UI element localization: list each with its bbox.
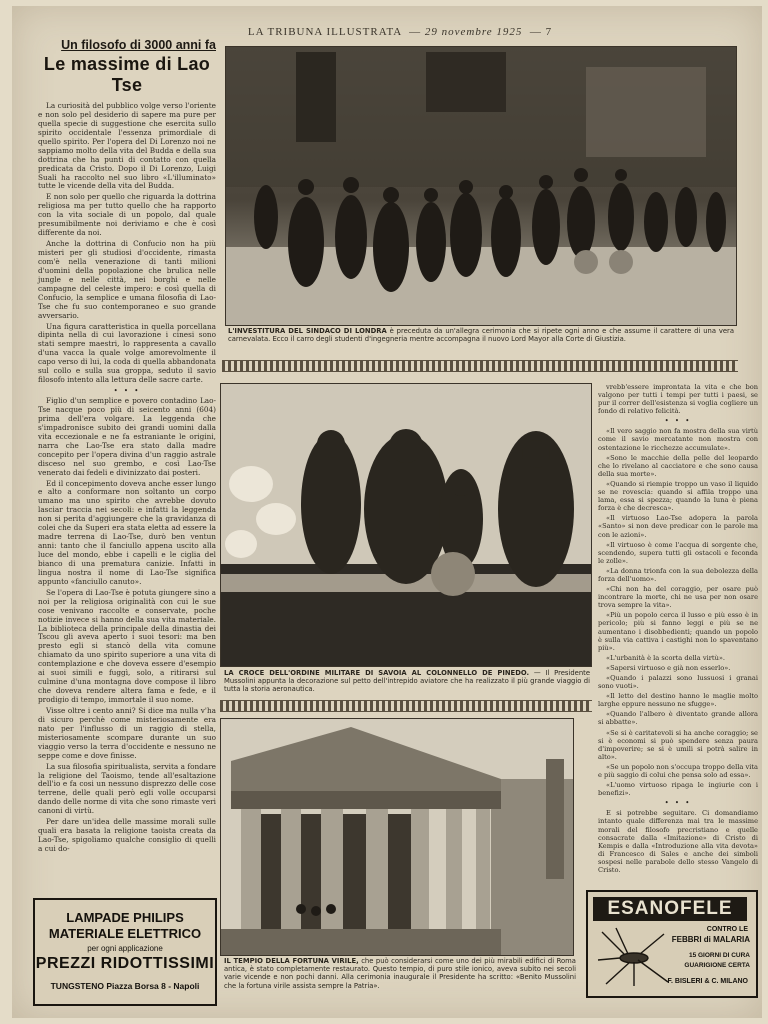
- maxim-paragraph: «L'urbanità è la scorta della virtù».: [606, 653, 726, 662]
- article-paragraph: Ed il concepimento doveva anche esser lungo e alto a conformare non soltanto un corpo umano ma uno spirito che avrebbe dovuto lasciar traccia nei secoli: e infatti la leggenda non si perita d'aggiungere che la gravidanza di colei che da Superi era stata eletta ad essere la madre terrena di Lao-Tse, durò ben ventun anni: tanto che il fanciullo appena uscito alla luce del mondo, ebbe i capelli e le ciglia del bianco di una prematura canizie. Infatti in lingua nostra il nome di Lao-Tse significa appunto «fanciullo canuto».: [38, 478, 216, 586]
- photo-pinedo-decoration: [220, 383, 592, 667]
- maxim-paragraph: «Quando si riempie troppo un vaso il liquido se ne rovescia: quando si affila troppo una lama, essa si spezza; quando la luna è piena forza è che decresca».: [598, 479, 758, 513]
- caption-text: — Il Presidente Mussolini appunta la decorazione sul petto dell'intrepido aviatore che ha realizzato il più grande viaggio di tutta la storia aeronautica.: [224, 669, 591, 694]
- ad-esanofele-line: F. BISLERI & C. MILANO: [667, 978, 748, 985]
- caption-text: è preceduta da un'allegra cerimonia che si ripete ogni anno e che assume il carattere di una vera carnevalata. Ecco il carro degli studenti d'ingegneria mentre accompagna il nuovo Lord Mayor alla Corte di Giustizia.: [228, 327, 734, 344]
- maxim-paragraph: «Quando l'albero è diventato grande allora si abbatte».: [598, 710, 758, 727]
- ornamental-divider: [220, 700, 592, 712]
- page-header: LA TRIBUNA ILLUSTRATA — 29 novembre 1925 — 7: [247, 26, 553, 38]
- page-number: — 7: [529, 26, 553, 38]
- maxim-paragraph: «Se un popolo non s'occupa troppo della vita e più saggio di colui che pensa solo ad essa».: [598, 762, 758, 780]
- ad-philips: [33, 898, 217, 1006]
- article-kicker: Un filosofo di 3000 anni fa: [61, 38, 216, 52]
- ad-esanofele-line: 15 GIORNI DI CURA: [688, 952, 750, 959]
- maxim-paragraph: «Se si è caritatevoli si ha anche coraggio; se si è economi si può spendere senza paura d'impoverire; se si è umili si potrà salire in alto».: [598, 728, 758, 761]
- caption-heading: LA CROCE DELL'ORDINE MILITARE DI SAVOIA AL COLONNELLO DE PINEDO.: [224, 669, 530, 677]
- article-paragraph: Se l'opera di Lao-Tse è potuta giungere sino a noi per la religiosa originalità con cui le sue cose venivano raccolte e conservate, poche notizie invece si hanno della sua vita materiale. La biblioteca della principale della dinastia dei Tscou gli aveva aperto i suoi tesori: ma ben presto egli si stancò della vita comune chiamato da uno spirito superiore a una vita di contemplazione e che doveva essere d'esempio ai suoi simili e fuggì, solo, a ritirarsi sul culmine d'una montagna dove compose il libro che doveva rendere altera fama e fede, e il prodigio di tempo, immortale il suo nome.: [38, 587, 216, 704]
- section-separator: • • •: [664, 799, 692, 808]
- ad-esanofele-line: FEBBRI di MALARIA: [671, 935, 750, 944]
- ad-esanofele-brand: ESANOFELE: [593, 897, 747, 921]
- maxim-paragraph: «Il virtuoso è come l'acqua di sorgente che, scendendo, supera tutti gli ostacoli e feconda le zolle».: [598, 540, 758, 565]
- maxim-paragraph: «Il virtuoso Lao-Tse adopera la parola «Santo» si non deve predicar con le parole ma con le azioni».: [598, 514, 758, 539]
- ornamental-divider: [222, 360, 738, 372]
- ad-esanofele: [586, 890, 758, 998]
- maxim-paragraph: «L'uomo virtuoso ripaga le ingiurie con i benefizi».: [598, 781, 758, 798]
- photo-temple-caption: [224, 957, 576, 990]
- masthead: LA TRIBUNA ILLUSTRATA: [247, 26, 402, 38]
- maxim-paragraph: «Quando i palazzi sono lussuosi i granai sono vuoti».: [598, 674, 758, 691]
- maxim-paragraph: «Il vero saggio non fa mostra della sua virtù come il savio mercatante non mostra con ostentazione le ricchezze accumulate».: [598, 427, 758, 452]
- section-separator: • • •: [664, 417, 692, 426]
- ad-philips-line: LAMPADE PHILIPS: [66, 910, 184, 925]
- maxim-paragraph: E si potrebbe seguitare. Ci domandiamo intanto quale differenza mai tra le massime morali del filosofo precristiano e quelle consacrate dalla «Imitazione» di Cristo di Kempis e dalla «Introduzione alla vita devota» di Francesco di Sales e anche dei simboli sospesi nelle parabole dello stesso Vangelo di Cristo.: [598, 809, 758, 874]
- issue-date: 29 novembre 1925: [424, 26, 523, 38]
- mosquito-icon: [594, 924, 674, 988]
- article-paragraph: Anche la dottrina di Confucio non ha più misteri per gli studiosi d'occidente, rimasta com'è nella venerazione di tanti milioni d'uomini della popolazione che brulica nelle jungle e nelle città, nei borghi e nelle campagne del celeste impero: e così quella di Confucio, la semplice e umana filosofia di Lao-Tse che fu suo contemporaneo e suo grande avversario.: [38, 239, 216, 320]
- maxim-paragraph: «Chi non ha del coraggio, per osare può incontrare la morte, chi ne usa per non osare trova sempre la vita».: [598, 585, 758, 610]
- maxims-column: [598, 383, 758, 876]
- ad-esanofele-line: GUARIGIONE CERTA: [684, 962, 750, 969]
- ad-philips-line: TUNGSTENO Piazza Borsa 8 - Napoli: [50, 981, 200, 991]
- caption-heading: IL TEMPIO DELLA FORTUNA VIRILE,: [224, 957, 359, 965]
- article-column: [38, 38, 216, 856]
- ad-philips-line: PREZZI RIDOTTISSIMI: [35, 955, 215, 972]
- article-paragraph: Una figura caratteristica in quella porcellana dipinta nella di cui lavorazione i cinesi sono stati sempre maestri, lo rappresenta a cavallo d'una vacca la quale volge amorevolmente il capo verso di lui, la coda di quella abbandonata sul collo e sulla sua groppa, seduto il savio filosofo intento alla lettura delle sacre carte.: [38, 321, 216, 385]
- maxim-paragraph: «Sapersi virtuoso e già non esserlo».: [606, 663, 731, 672]
- caption-heading: L'INVESTITURA DEL SINDACO DI LONDRA: [228, 327, 387, 335]
- photo-london-mayor: [225, 46, 737, 326]
- article-paragraph: Per dare un'idea delle massime morali sulle quali era basata la religione taoista creata da Lao-Tse, spigoliamo qualche consiglio di quelli a cui do-: [38, 817, 216, 853]
- photo-pinedo-caption: [224, 669, 590, 694]
- photo-london-mayor-caption: [228, 327, 734, 343]
- ad-esanofele-line: CONTRO LE: [706, 926, 748, 933]
- maxim-paragraph: vrebb'essere improntata la vita e che bon valgono per tutti i tempi per tutti i paesi, se pur il correr dell'esistenza si voglia cogliere un fondo di relativo felicità.: [598, 383, 758, 416]
- photo-temple-fortuna: [220, 718, 574, 956]
- article-paragraph: E non solo per quello che riguarda la dottrina religiosa ma per tutto quello che ha rapporto con la vita sociale di un popolo, dal quale presumibilmente noi deriviamo e che è così differente da noi.: [38, 192, 216, 238]
- article-paragraph: Visse oltre i cento anni? Si dice ma nulla v'ha di sicuro perchè come misteriosamente era nato per l'influsso di un raggio di stella, misteriosamente scompare durante un suo viaggio verso la terra d'occidente e nessuno ne seppe come e dove finisse.: [38, 705, 216, 760]
- article-paragraph: Figlio d'un semplice e povero contadino Lao-Tse nacque poco più di seicento anni (604) prima dell'era volgare. La leggenda che s'impadronisce subito dei grandi uomini dalla vita eccezionale e ne fa estraniante le origini, narra che Lao-Tse era stato dalla madre concepito per l'opera divina d'un raggio astrale disceso nel suo grembo, e così Lao-Tse venerato dai fedeli e divinizzato dai posteri.: [38, 396, 216, 477]
- maxim-paragraph: «Sono le macchie della pelle del leopardo che lo rivelano al cacciatore e che sono causa della sua morte».: [598, 453, 758, 478]
- ad-philips-line: per ogni applicazione: [87, 944, 163, 953]
- article-title: Le massime di Lao Tse: [43, 54, 211, 95]
- maxim-paragraph: «Il letto del destino hanno le maglie molto larghe eppure nessuno ne sfugge».: [598, 692, 758, 709]
- section-separator: • • •: [113, 387, 141, 396]
- caption-text: che può considerarsi come uno dei più mirabili edifici di Roma antica, è stato completamente restaurato. Questo tempio, di puro stile ionico, aveva subito nei secoli varie vicende e non pochi danni. Alla cerimonia inaugurale il Presidente ha scritto: «Benito Mussolini che la fortuna virile assista sempre la Patria».: [224, 957, 576, 990]
- article-paragraph: La sua filosofia spiritualista, servita a fondare la religione del Taoismo, tende all'esaltazione dell'io e fa cosi un nessuno disprezzo delle cose terrene, delle quali però egli volle occuparsi dando delle norme di vita che sono rimaste veri canoni di virtù.: [38, 761, 216, 816]
- maxim-paragraph: «Più un popolo cerca il lusso e più esso è in pericolo; più si fanno leggi e più se ne aumentano i disobbedienti; quando un popolo è sulla via cattiva i castighi non lo spaventano più».: [598, 611, 758, 652]
- maxim-paragraph: «La donna trionfa con la sua debolezza della forza dell'uomo».: [598, 566, 758, 583]
- ad-philips-line: MATERIALE ELETTRICO: [48, 926, 202, 941]
- article-paragraph: La curiosità del pubblico volge verso l'oriente e non solo pel desiderio di sapere ma pure per quella specie di suggestione che esercita sullo spirito occidentale l'essenza primordiale di quello spirito. Per l'opera del Di Lorenzo noi ne sappiamo molto della vita del Budda e della sua dottrina che ha punti di contatto con quella predicata da Cristo. Dopo il Di Lorenzo, Luigi Suali ha raccolto nel suo libro «L'illuminato» tutte le vicende della vita del Budda.: [38, 101, 216, 191]
